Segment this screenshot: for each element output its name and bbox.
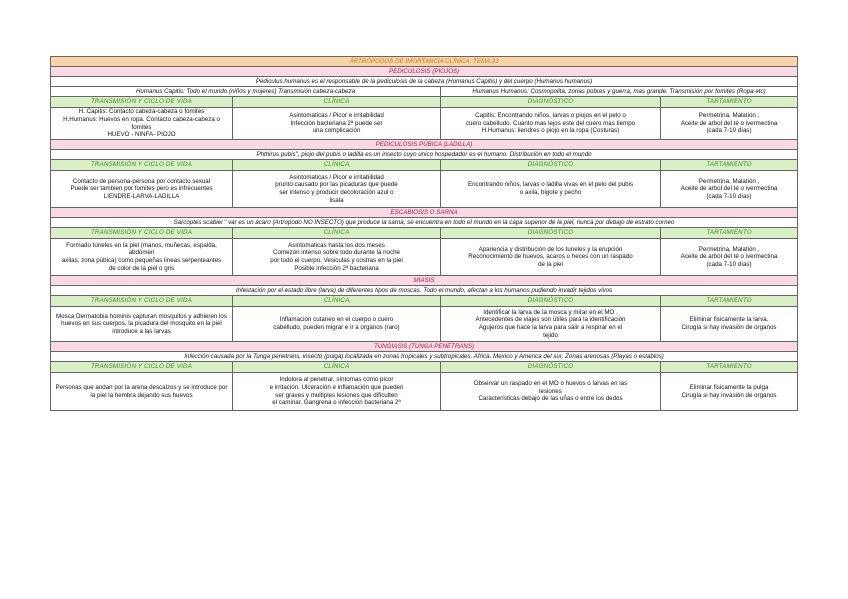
column-header-diagnosis: DIAGNÓSTICO <box>441 97 661 108</box>
column-header-diagnosis: DIAGNÓSTICO <box>441 228 661 239</box>
column-header-diagnosis: DIAGNÓSTICO <box>441 296 661 307</box>
treatment-line: Cirugía si hay invasión de organos <box>681 391 777 399</box>
clinical-line: Asintomaticas hasta los dos meses <box>288 241 385 249</box>
section-description-row <box>51 77 798 87</box>
transmission-line: H.Humanus: Huevos en ropa. Contacto cabeza-cabeza o fomites <box>63 115 220 131</box>
transmission-line: Personas que andan por la arena descalzos y se introduce por <box>55 383 228 391</box>
arthropod-table <box>50 56 798 411</box>
section-header-row <box>51 140 798 150</box>
clinical-line: prurito causado por las picaduras que puede <box>275 181 398 189</box>
column-header-diagnosis: DIAGNÓSTICO <box>441 362 661 373</box>
treatment-line: Cirugía si hay invasión de organos <box>681 324 777 331</box>
section-subrow <box>51 87 798 97</box>
section-header-row <box>51 208 798 218</box>
content-row <box>51 171 798 208</box>
section-header-row <box>51 67 798 77</box>
column-header-row <box>51 97 798 108</box>
diagnosis-line: cuero cabelludo. Cuanto mas lejos este del cuero mas tiempo <box>465 119 636 127</box>
clinical-line: Asintomaticas / Picor e irritabilidad <box>289 173 384 181</box>
column-header-transmission: TRANSMISIÓN Y CICLO DE VIDA <box>51 296 233 307</box>
clinical-cell <box>233 108 441 140</box>
diagnosis-line: de la piel <box>538 260 563 268</box>
column-header-row <box>51 296 798 307</box>
transmission-line: HUEVO - NINFA- PIOJO <box>107 131 176 139</box>
section-title: PEDICULOSIS PÚBICA (LADILLA) <box>51 140 798 150</box>
column-header-row <box>51 228 798 239</box>
section-description: Infestación por el estado libre (larva) de diferentes tipos de moscas. Todo el mundo, afectan a los humanos pudiendo invadir tejidos vivos <box>51 286 798 296</box>
transmission-cell <box>51 239 233 276</box>
transmission-line: Mosca Dermatobia hominis capturan mosquitos y adhieren los <box>56 312 227 320</box>
section-description-row <box>51 218 798 228</box>
transmission-cell <box>51 307 233 342</box>
clinical-line: ser intenso y producir decoloración azul o <box>279 189 394 196</box>
clinical-line: Comezón intenso sobre todo durante la noche <box>273 249 400 257</box>
title-row <box>51 57 798 67</box>
diagnosis-line: Identificar la larva de la mosca y mirar en el MO . <box>483 308 618 316</box>
column-header-clinical: CLÍNICA <box>233 160 441 171</box>
clinical-line: Posible infección 2ª bacteriana <box>294 264 379 272</box>
section-description: Pediculus humanus es el responsable de la pediculosis de la cabeza (Humanus Capitis) y del cuerpo (Humanus humanus) <box>51 77 798 87</box>
section-title: PEDICULOSIS (PIOJOS) <box>51 67 798 77</box>
transmission-line: H. Capitis: Contacto cabeza-cabeza o fomites <box>78 108 205 116</box>
clinical-line: e irritación. Ulceración e inflamación que pueden <box>269 383 404 391</box>
clinical-line: lisala <box>329 196 344 204</box>
content-row <box>51 239 798 276</box>
clinical-line: Infección bacteriana 2ª puede ser <box>290 119 383 127</box>
column-header-diagnosis: DIAGNÓSTICO <box>441 160 661 171</box>
diagnosis-cell <box>441 171 661 208</box>
clinical-line: cabelludo, pueden migrar e ir a organos (raro) <box>273 324 400 331</box>
transmission-line: axilas, zona púbica) como pequeñas lineas serpenteantes <box>61 257 222 264</box>
treatment-cell <box>661 239 798 276</box>
section-title: ESCABIOSIS O SARNA <box>51 208 798 218</box>
diagnosis-line: lesiones <box>539 387 562 395</box>
section-header-row <box>51 276 798 286</box>
subrow-humanus: Humanus Humanus: Cosmopolita, zonas pobres y guerra, mas grande. Transmisión por fomites (Ropa etc) <box>441 87 798 97</box>
transmission-line: la piel la hembra dejando sus huevos <box>90 391 193 399</box>
clinical-line: ser graves y multiples lesiones que dificulten <box>275 391 398 399</box>
transmission-line: Formado túneles en la piel (manos, muñecas, espalda, abdomen <box>66 241 217 257</box>
treatment-line: (cada 7-10 días) <box>706 127 752 135</box>
treatment-line: Aceite de arbol del té o ivermectina <box>680 119 778 127</box>
table-title: ÁRTRÓPODOS DE IMORTANCIA CLÍNICA. TEMA 23 <box>51 57 798 67</box>
diagnosis-line: Reconocimiento de huevos, acaros o heces con un raspado <box>468 253 633 261</box>
table-body <box>51 57 798 411</box>
transmission-cell <box>51 171 233 208</box>
transmission-line: de color de la piel o gris <box>108 264 175 272</box>
treatment-line: (cada 7-10 días) <box>706 260 752 268</box>
treatment-cell <box>661 108 798 140</box>
treatment-line: Aceite de arbol del té o ivermectina <box>680 253 778 261</box>
content-row <box>51 307 798 342</box>
column-header-row <box>51 362 798 373</box>
transmission-line: Contacto de persona-persona por contacto sexual <box>72 177 211 185</box>
transmission-line: introduce a las larvas <box>112 327 171 335</box>
clinical-line: Indolora al penetrar, síntomas como picor <box>279 376 394 384</box>
treatment-cell <box>661 307 798 342</box>
column-header-clinical: CLÍNICA <box>233 97 441 108</box>
diagnosis-line: H.Humanus: liendres o piojo en la ropa (Costuras) <box>481 127 620 135</box>
treatment-line: Permetrina, Malatión , <box>698 177 760 185</box>
column-header-clinical: CLÍNICA <box>233 228 441 239</box>
column-header-transmission: TRANSMISIÓN Y CICLO DE VIDA <box>51 97 233 108</box>
clinical-line: Inflamación cutaneo en el cuerpo o cuero <box>279 316 394 324</box>
transmission-line: Puede ser tambien por fomites pero es infrecuentes <box>70 185 213 193</box>
section-title: TUNGIASIS (TUNGA PENETRANS) <box>51 342 798 352</box>
transmission-cell <box>51 108 233 140</box>
clinical-line: por todo el cuerpo. Vesiculas y costras en la piel <box>270 257 403 264</box>
column-header-treatment: TARTAMIENTO <box>661 228 798 239</box>
column-header-treatment: TARTAMIENTO <box>661 296 798 307</box>
column-header-row <box>51 160 798 171</box>
treatment-line: Permetrina, Malatión , <box>698 112 760 120</box>
column-header-clinical: CLÍNICA <box>233 362 441 373</box>
section-description-row <box>51 352 798 362</box>
section-description: Sarcoptes scabiei " var es un ácaro (Artropodo NO INSECTO) que produce la sarna, se encuentra en todo el mundo en la capa superior de la piel, nunca por debajo de estrato corneo <box>51 218 798 228</box>
treatment-cell <box>661 171 798 208</box>
diagnosis-line: tejido <box>543 331 558 339</box>
section-description: Phthirus pubis", piojo del pubis o ladilla es un insecto cuyo unico hospedador es el humano. Distribución en todo el mundo <box>51 150 798 160</box>
column-header-transmission: TRANSMISIÓN Y CICLO DE VIDA <box>51 160 233 171</box>
diagnosis-line: Características debajo de las uñas o entre los dedos <box>478 395 623 403</box>
treatment-line: Eliminar fisicamente la larva. <box>689 316 769 324</box>
column-header-clinical: CLÍNICA <box>233 296 441 307</box>
section-description-row <box>51 286 798 296</box>
clinical-line: una complicación <box>312 127 361 135</box>
diagnosis-cell <box>441 307 661 342</box>
section-header-row <box>51 342 798 352</box>
diagnosis-cell <box>441 108 661 140</box>
column-header-treatment: TARTAMIENTO <box>661 362 798 373</box>
column-header-treatment: TARTAMIENTO <box>661 97 798 108</box>
treatment-cell <box>661 373 798 411</box>
content-row <box>51 373 798 411</box>
clinical-line: el caminar. Gangrena o infección bacteriana 2ª <box>272 399 401 407</box>
clinical-cell <box>233 171 441 208</box>
clinical-cell <box>233 373 441 411</box>
treatment-line: Eliminar fisicamente la pulga <box>689 383 769 391</box>
diagnosis-cell <box>441 239 661 276</box>
section-title: MIASIS <box>51 276 798 286</box>
column-header-transmission: TRANSMISIÓN Y CICLO DE VIDA <box>51 228 233 239</box>
treatment-line: (cada 7-10 días) <box>706 192 752 200</box>
diagnosis-cell <box>441 373 661 411</box>
column-header-transmission: TRANSMISIÓN Y CICLO DE VIDA <box>51 362 233 373</box>
section-description: Infección causada por la Tunga penetrans, insecto (pulga) localizada en zonas tropicales y subtropicales. Africa, Mexico y America del sur. Zonas arenosas (Playas o establos) <box>51 352 798 362</box>
diagnosis-line: Capitis: Encontrando niños, larvas o piojos en el pelo o <box>475 112 626 120</box>
diagnosis-line: Agujeros que hace la larva para salir a respirar en el <box>478 324 623 331</box>
diagnosis-line: Antecedentes de viajes son útiles para la identificación <box>475 316 626 324</box>
clinical-cell <box>233 239 441 276</box>
treatment-line: Aceite de arbol del té o ivermectina <box>680 185 778 193</box>
transmission-cell <box>51 373 233 411</box>
content-row <box>51 108 798 140</box>
treatment-line: Permetrina, Malatión , <box>698 245 760 253</box>
column-header-treatment: TARTAMIENTO <box>661 160 798 171</box>
diagnosis-line: Encontrando niños, larvas o ladilla vivas en el pelo del pubis <box>467 181 634 189</box>
diagnosis-line: Apariencia y distribución de los tuneles y la erupción <box>478 245 623 253</box>
diagnosis-line: Observar un raspado en el MO o huevos o larvas en las <box>473 380 628 388</box>
section-description-row <box>51 150 798 160</box>
clinical-line: Asintomaticas / Picor e irritabilidad <box>289 112 384 120</box>
transmission-line: LIENDRE-LARVA-LADILLA <box>103 192 180 200</box>
subrow-capitis: Humanus Capitis: Todo el mundo (niños y mujeres) Transmisión cabeza-cabeza <box>51 87 441 97</box>
clinical-cell <box>233 307 441 342</box>
diagnosis-line: o axila, bigote y pecho <box>519 189 582 196</box>
transmission-line: huevos en sus cuerpos, la picadura del mosquito en la piel <box>61 320 222 328</box>
